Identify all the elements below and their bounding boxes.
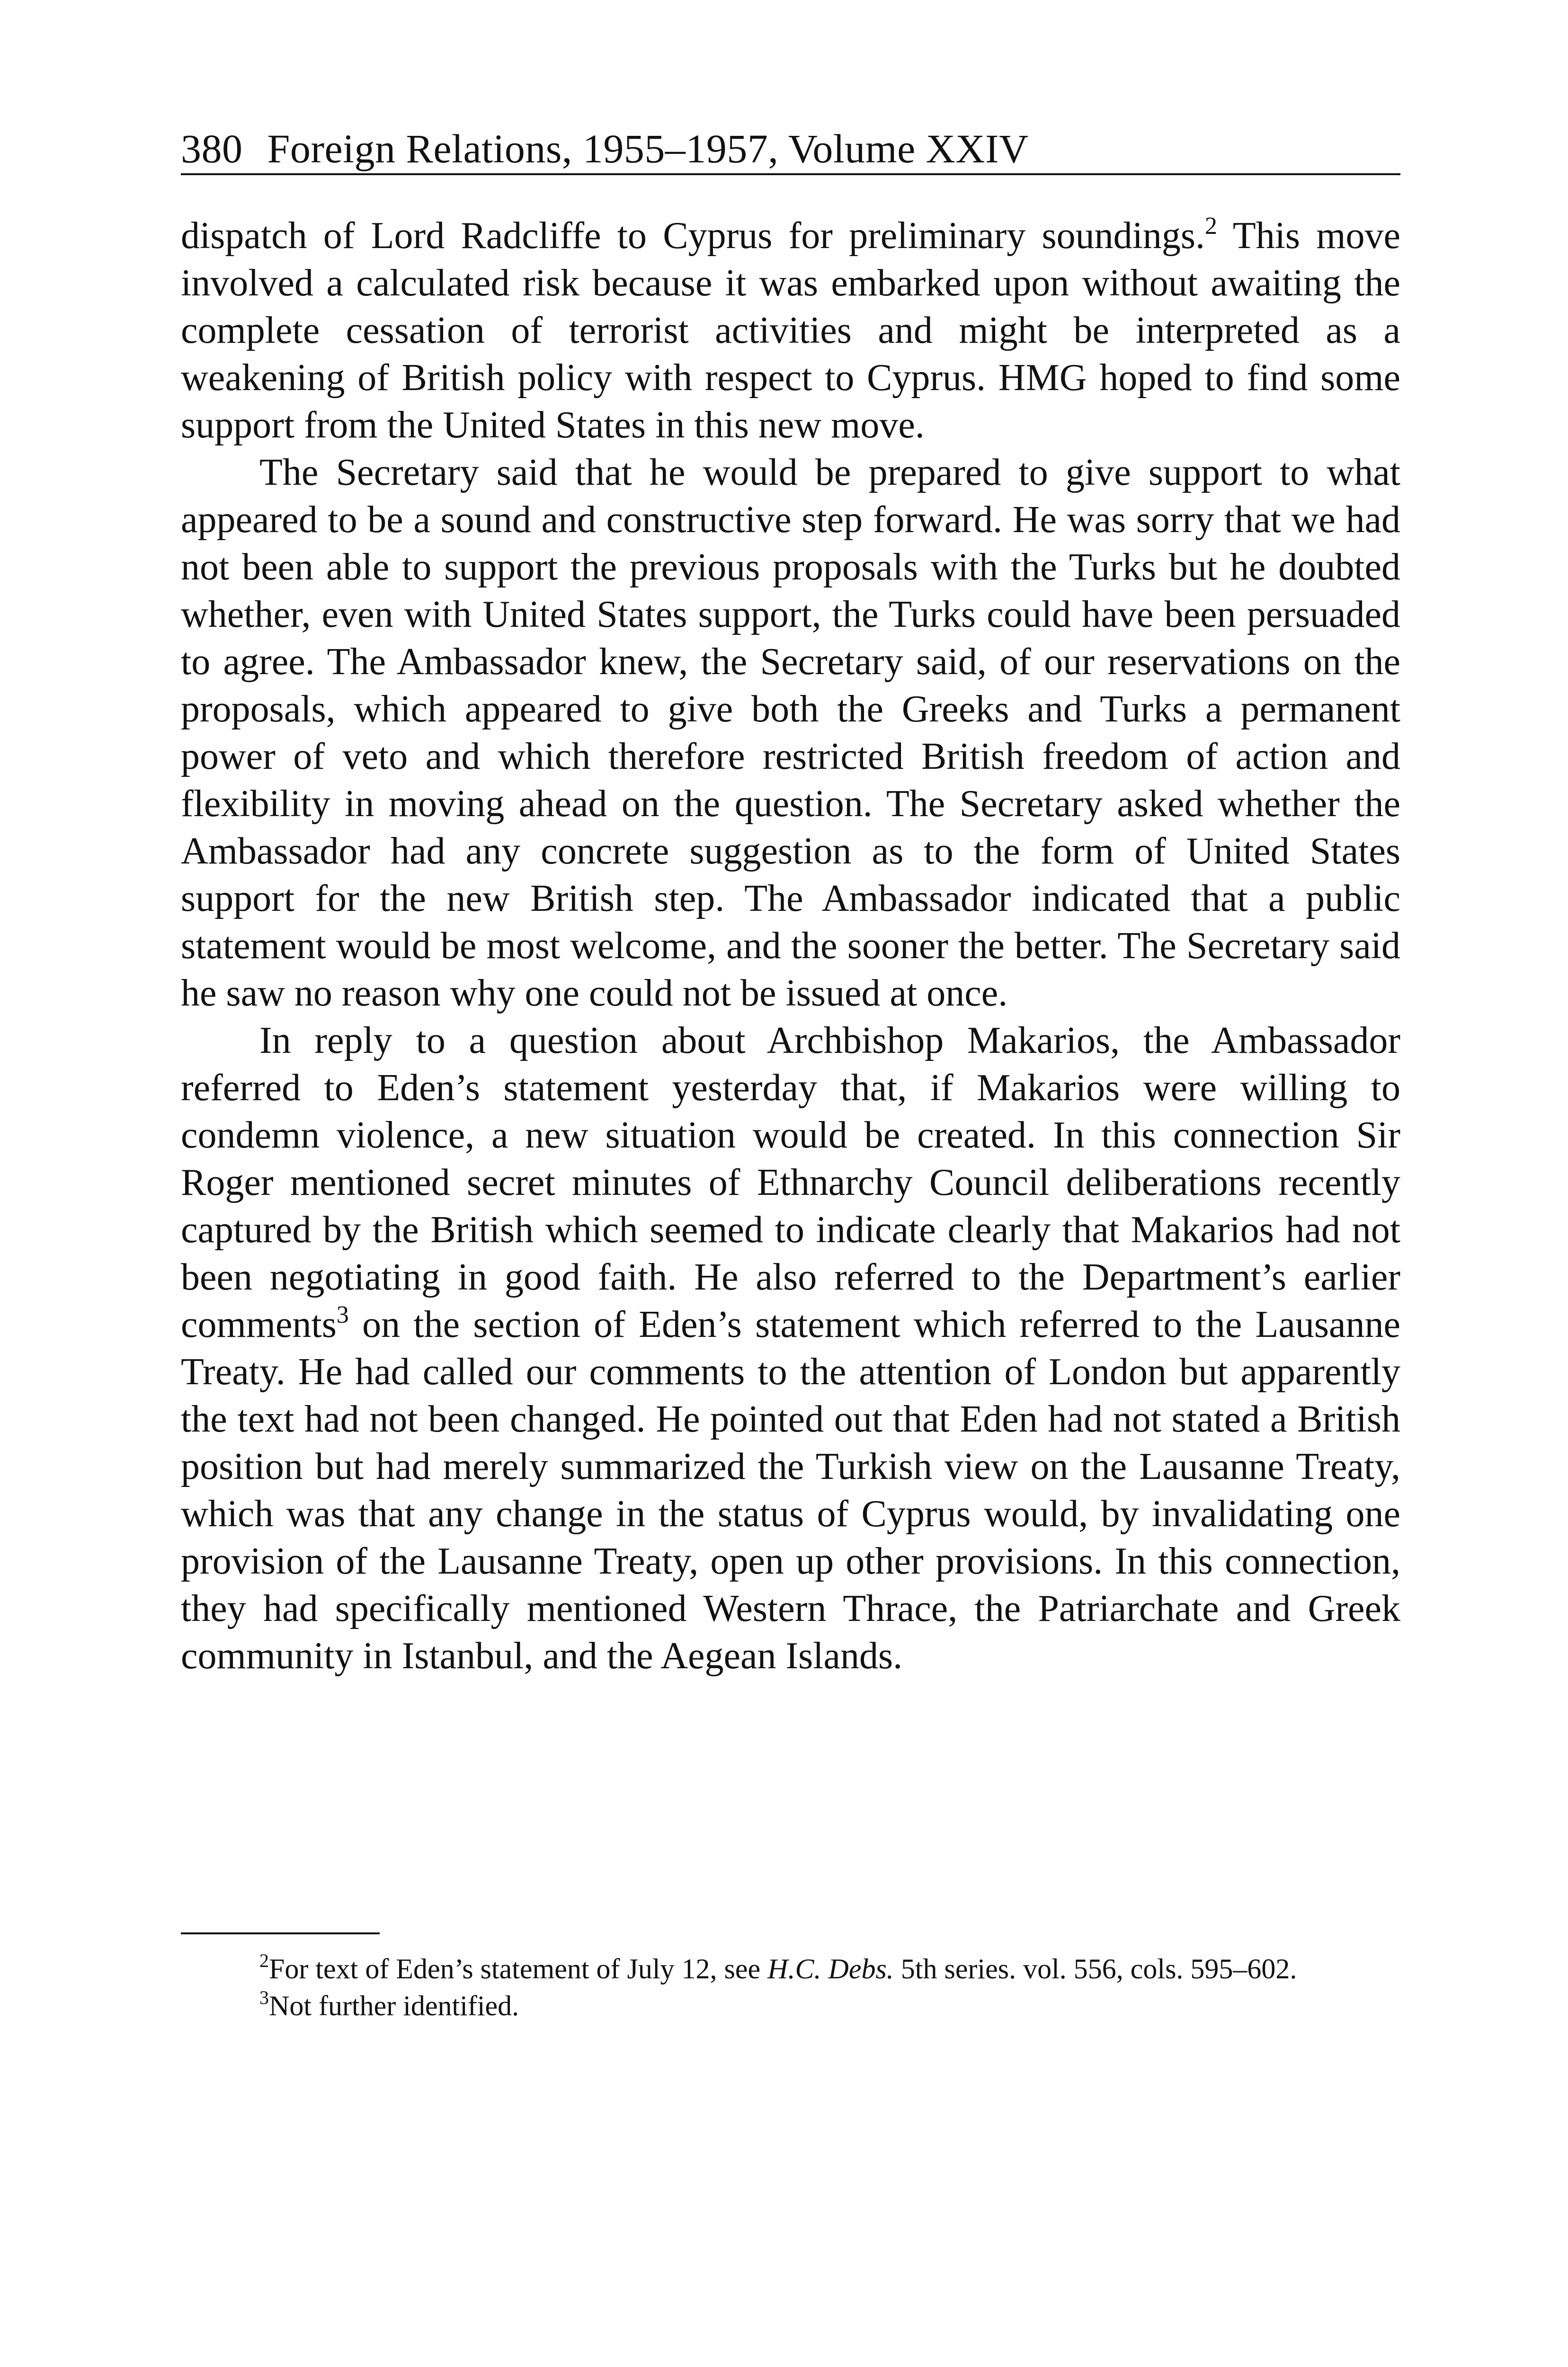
footnote-ref-3: 3 bbox=[336, 1301, 349, 1328]
footnotes bbox=[181, 1950, 1400, 2024]
footnote-2-text-a: For text of Eden’s statement of July 12, see bbox=[269, 1953, 768, 1984]
paragraph-2: The Secretary said that he would be prepared to give support to what appeared to be a sound and constructive step forward. He was sorry that we had not been able to support the previous proposals with the Turks but he doubted whether, even with United States support, the Turks could have been persuaded to agree. The Ambassador knew, the Secretary said, of our reservations on the proposals, which appeared to give both the Greeks and Turks a permanent power of veto and which therefore restricted British freedom of action and flexibility in moving ahead on the question. The Secretary asked whether the Ambassador had any concrete suggestion as to the form of United States support for the new British step. The Ambassador indicated that a public statement would be most welcome, and the sooner the better. The Secretary said he saw no reason why one could not be issued at once. bbox=[181, 452, 1400, 1014]
running-header bbox=[181, 124, 1400, 175]
footnote-2-text-b: 5th series. vol. 556, cols. 595–602. bbox=[893, 1953, 1297, 1984]
footnote-divider bbox=[181, 1932, 380, 1934]
paragraph-1-text-a: dispatch of Lord Radcliffe to Cyprus for preliminary soundings. bbox=[181, 215, 1205, 257]
paragraph-3-text-b: on the section of Eden’s statement which referred to the Lausanne Treaty. He had called our comments to the attention of London but apparently the text had not been changed. He pointed out that Eden had not stated a British position but had merely summarized the Turkish view on the Lausanne Treaty, which was that any change in the status of Cyprus would, by invalidating one provision of the Lausanne Treaty, open up other provisions. In this connection, they had specifically mentioned Western Thrace, the Patriarchate and Greek community in Istanbul, and the Aegean Islands. bbox=[181, 1304, 1400, 1677]
paragraph-3-text-a: In reply to a question about Archbishop Makarios, the Ambassador referred to Eden’s statement yesterday that, if Makarios were willing to condemn violence, a new situation would be created. In this connection Sir Roger mentioned secret minutes of Ethnarchy Council deliberations recently captured by the British which seemed to indicate clearly that Makarios had not been negotiating in good faith. He also referred to the Department’s earlier comments bbox=[181, 1020, 1400, 1345]
main-text bbox=[181, 212, 1400, 1680]
footnote-3-text: Not further identified. bbox=[269, 1990, 519, 2021]
footnote-ref-2: 2 bbox=[1205, 213, 1218, 240]
paragraph-1-text-b: This move involved a calculated risk because it was embarked upon without awaiting the complete cessation of terrorist activities and might be interpreted as a weakening of British policy with respect to Cyprus. HMG hoped to find some support from the United States in this new move. bbox=[181, 215, 1401, 446]
paragraph-1 bbox=[181, 212, 1400, 449]
footnote-2-mark: 2 bbox=[259, 1950, 269, 1971]
footnote-3-mark: 3 bbox=[259, 1987, 269, 2008]
volume-title: Foreign Relations, 1955–1957, Volume XXIV bbox=[267, 126, 1029, 171]
footnote-3 bbox=[181, 1987, 1400, 2024]
page-number: 380 bbox=[181, 126, 243, 171]
paragraph-3 bbox=[181, 1017, 1400, 1680]
footnote-2-citation: H.C. Debs. bbox=[767, 1953, 894, 1984]
footnote-2 bbox=[181, 1950, 1400, 1987]
